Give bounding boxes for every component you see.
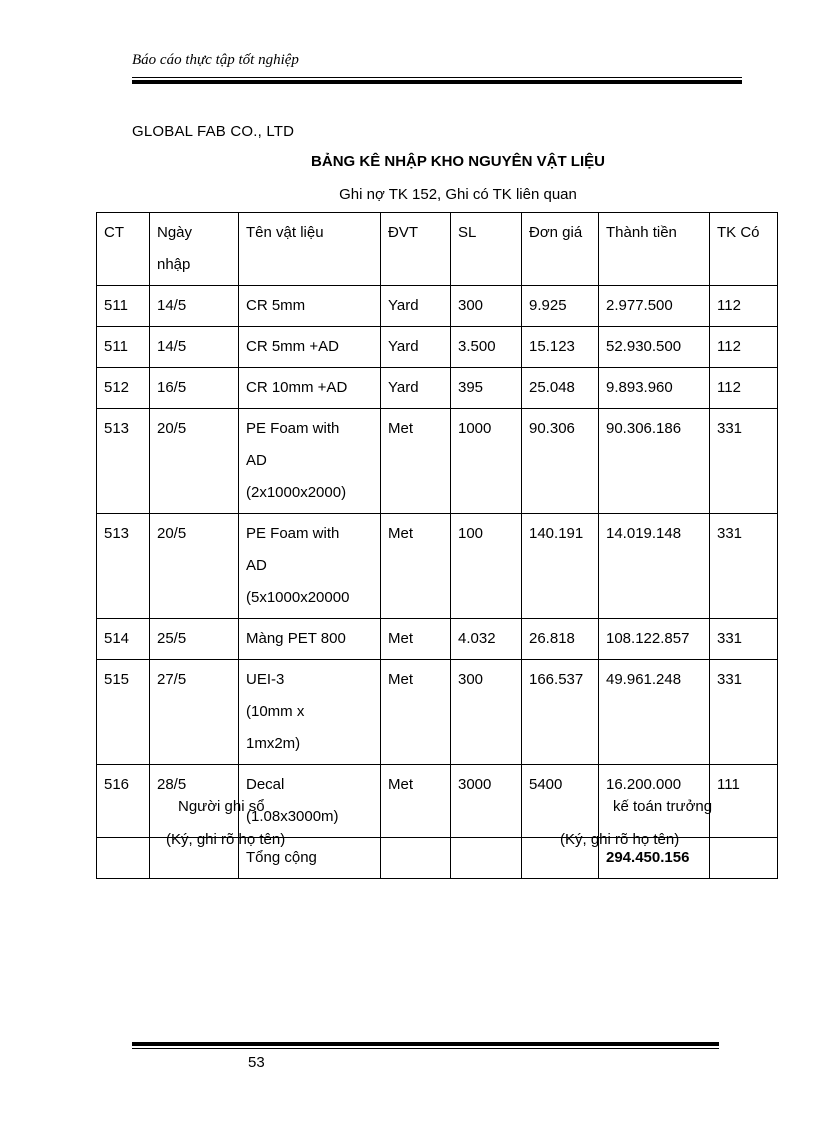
- table-cell: CR 10mm +AD: [239, 368, 381, 409]
- table-cell: 331: [710, 660, 778, 765]
- table-cell: 9.893.960: [599, 368, 710, 409]
- table-cell: PE Foam with AD (2x1000x2000): [239, 409, 381, 514]
- table-cell: 1000: [451, 409, 522, 514]
- table-cell: CR 5mm +AD: [239, 327, 381, 368]
- column-header: CT: [97, 213, 150, 286]
- table-cell: PE Foam with AD (5x1000x20000: [239, 514, 381, 619]
- table-cell: 25.048: [522, 368, 599, 409]
- empty-cell: [381, 838, 451, 879]
- table-cell: 166.537: [522, 660, 599, 765]
- table-cell: 9.925: [522, 286, 599, 327]
- table-cell: UEI-3 (10mm x 1mx2m): [239, 660, 381, 765]
- table-cell: 511: [97, 327, 150, 368]
- table-cell: Yard: [381, 368, 451, 409]
- table-cell: 2.977.500: [599, 286, 710, 327]
- empty-cell: [97, 838, 150, 879]
- page-number: 53: [248, 1054, 265, 1071]
- table-cell: 26.818: [522, 619, 599, 660]
- table-row: [97, 327, 778, 368]
- total-amount: 294.450.156: [599, 838, 710, 879]
- footer-rule-thick: [132, 1042, 719, 1046]
- table-cell: 513: [97, 409, 150, 514]
- table-row: [97, 660, 778, 765]
- table-cell: Met: [381, 409, 451, 514]
- table-cell: 331: [710, 619, 778, 660]
- table-cell: 515: [97, 660, 150, 765]
- header-rule-thick: [132, 80, 742, 84]
- table-cell: 15.123: [522, 327, 599, 368]
- table-cell: 90.306: [522, 409, 599, 514]
- column-header: Tên vật liệu: [239, 213, 381, 286]
- table-cell: 16/5: [150, 368, 239, 409]
- empty-cell: [451, 838, 522, 879]
- table-row: [97, 368, 778, 409]
- table-cell: 49.961.248: [599, 660, 710, 765]
- document-subtitle: Ghi nợ TK 152, Ghi có TK liên quan: [339, 186, 577, 203]
- recorder-signature-note: (Ký, ghi rõ họ tên): [166, 831, 286, 848]
- table-cell: Yard: [381, 327, 451, 368]
- table-header-row: [97, 213, 778, 286]
- table-row: [97, 619, 778, 660]
- table-cell: 90.306.186: [599, 409, 710, 514]
- table-cell: 331: [710, 514, 778, 619]
- table-cell: 5400: [522, 765, 599, 838]
- table-cell: 25/5: [150, 619, 239, 660]
- column-header: Thành tiền: [599, 213, 710, 286]
- table-cell: Yard: [381, 286, 451, 327]
- table-cell: 300: [451, 660, 522, 765]
- table-cell: 112: [710, 368, 778, 409]
- document-title: BẢNG KÊ NHẬP KHO NGUYÊN VẬT LIỆU: [311, 153, 605, 170]
- total-label: Tổng cộng: [239, 838, 381, 879]
- table-cell: Decal (1.08x3000m): [239, 765, 381, 838]
- column-header: TK Có: [710, 213, 778, 286]
- column-header: Đơn giá: [522, 213, 599, 286]
- table-cell: 3.500: [451, 327, 522, 368]
- table-cell: Met: [381, 765, 451, 838]
- table-cell: 112: [710, 327, 778, 368]
- table-cell: 14/5: [150, 286, 239, 327]
- header-rule-thin: [132, 77, 742, 78]
- table-cell: 395: [451, 368, 522, 409]
- table-cell: 512: [97, 368, 150, 409]
- column-header: SL: [451, 213, 522, 286]
- inventory-receipt-table: [96, 212, 778, 879]
- table-cell: 20/5: [150, 514, 239, 619]
- column-header: Ngày nhập: [150, 213, 239, 286]
- table-row: [97, 409, 778, 514]
- table-cell: 300: [451, 286, 522, 327]
- table-row: [97, 286, 778, 327]
- table-cell: 27/5: [150, 660, 239, 765]
- table-cell: 100: [451, 514, 522, 619]
- table-cell: 52.930.500: [599, 327, 710, 368]
- table-cell: Màng PET 800: [239, 619, 381, 660]
- table-cell: 14/5: [150, 327, 239, 368]
- table-cell: 3000: [451, 765, 522, 838]
- table-cell: 16.200.000: [599, 765, 710, 838]
- table-cell: 4.032: [451, 619, 522, 660]
- table-cell: Met: [381, 619, 451, 660]
- table-cell: 516: [97, 765, 150, 838]
- table-cell: 108.122.857: [599, 619, 710, 660]
- chief-accountant-signature-title: kế toán trưởng: [613, 798, 713, 815]
- report-title: Báo cáo thực tập tốt nghiệp: [132, 52, 299, 68]
- table-cell: 511: [97, 286, 150, 327]
- table-cell: 514: [97, 619, 150, 660]
- chief-accountant-signature-note: (Ký, ghi rõ họ tên): [560, 831, 680, 848]
- table-cell: Met: [381, 514, 451, 619]
- table-cell: Met: [381, 660, 451, 765]
- table-cell: 140.191: [522, 514, 599, 619]
- company-name: GLOBAL FAB CO., LTD: [132, 123, 295, 140]
- table-cell: 111: [710, 765, 778, 838]
- table-cell: 20/5: [150, 409, 239, 514]
- table-cell: 14.019.148: [599, 514, 710, 619]
- table-cell: 513: [97, 514, 150, 619]
- table-cell: 112: [710, 286, 778, 327]
- column-header: ĐVT: [381, 213, 451, 286]
- empty-cell: [710, 838, 778, 879]
- table-cell: 331: [710, 409, 778, 514]
- footer-rule-thin: [132, 1048, 719, 1049]
- table-cell: CR 5mm: [239, 286, 381, 327]
- recorder-signature-title: Người ghi sổ: [178, 798, 265, 815]
- table-cell: 28/5: [150, 765, 239, 838]
- table-row: [97, 514, 778, 619]
